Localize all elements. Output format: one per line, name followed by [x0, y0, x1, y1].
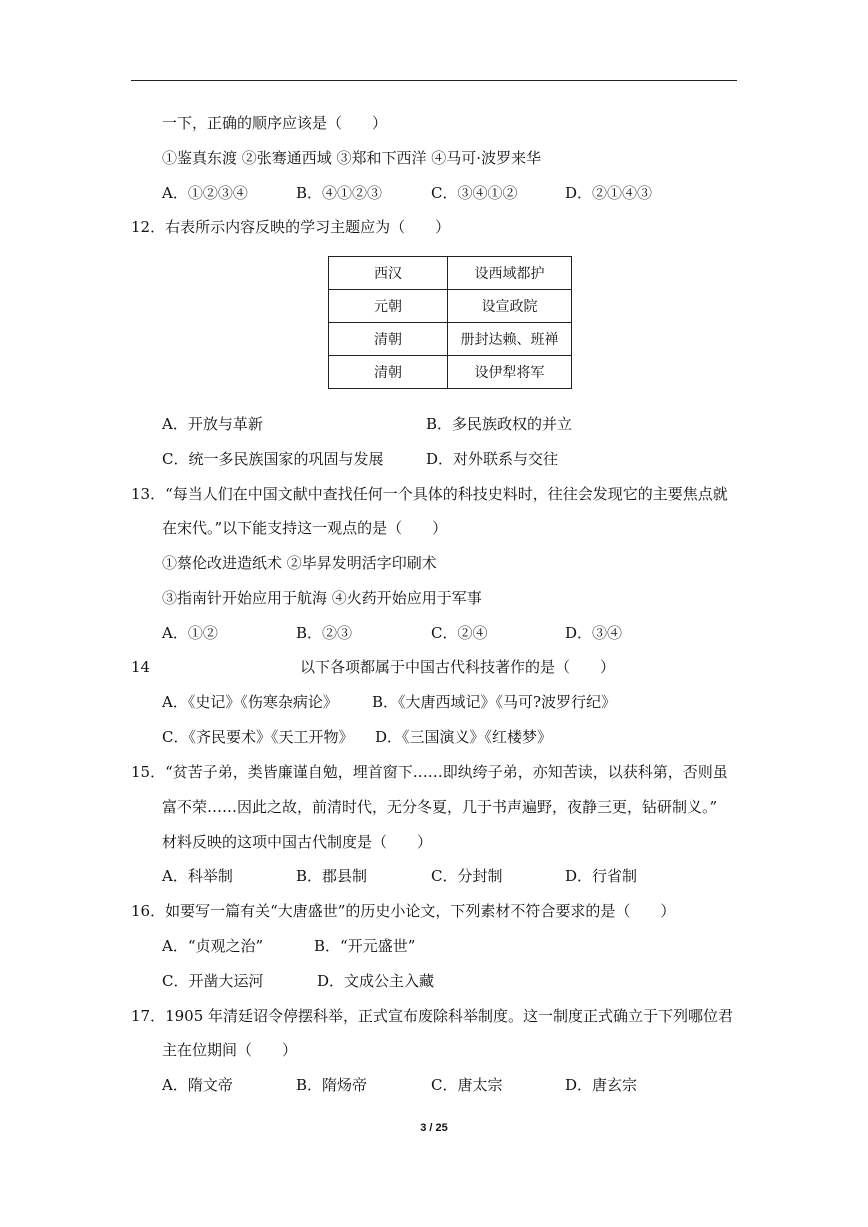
q15-option-c: C．分封制 — [431, 867, 503, 885]
q11-items: ①鉴真东渡 ②张骞通西域 ③郑和下西洋 ④马可·波罗来华 — [162, 149, 542, 167]
q11-option-c: C．③④①② — [431, 184, 518, 202]
table-cell: 设西域都护 — [448, 257, 572, 290]
q11-option-d: D．②①④③ — [565, 184, 653, 202]
q16-option-b: B．“开元盛世” — [314, 937, 416, 955]
q13-items-line1: ①蔡伦改进造纸术 ②毕昇发明活字印刷术 — [162, 554, 437, 572]
q15-option-b: B．郡县制 — [296, 867, 368, 885]
q13-items-line2: ③指南针开始应用于航海 ④火药开始应用于军事 — [162, 589, 482, 607]
q11-option-b: B．④①②③ — [296, 184, 383, 202]
q15-stem-line2: 富不荣……因此之故，前清时代，无分冬夏，几于书声遍野，夜静三更，钻研制义。” — [162, 798, 718, 816]
q12-option-a: A．开放与革新 — [162, 415, 263, 433]
q13-stem-line2: 在宋代。”以下能支持这一观点的是（ ） — [162, 519, 448, 537]
q11-stem-tail: 一下，正确的顺序应该是（ ） — [162, 114, 388, 132]
table-cell: 清朝 — [329, 356, 448, 389]
q17-option-c: C．唐太宗 — [431, 1076, 503, 1094]
q15-stem-line1: 15．“贫苦子弟，类皆廉谨自勉，埋首窗下……即纨绔子弟，亦知苦读，以获科第，否则虽 — [131, 763, 728, 781]
table-row — [329, 323, 572, 356]
q17-option-d: D．唐玄宗 — [565, 1076, 638, 1094]
q14-option-c: C．《齐民要术》《天工开物》 — [162, 728, 354, 746]
q13-option-d: D．③④ — [565, 624, 623, 642]
q15-option-a: A．科举制 — [162, 867, 233, 885]
table-row — [329, 290, 572, 323]
q11-option-a: A．①②③④ — [162, 184, 248, 202]
page-number: 3 / 25 — [420, 1122, 448, 1134]
table-row — [329, 257, 572, 290]
q12-option-d: D．对外联系与交往 — [426, 450, 559, 468]
q12-table — [328, 256, 572, 389]
q12-option-c: C．统一多民族国家的巩固与发展 — [162, 450, 384, 468]
q17-option-b: B．隋炀帝 — [296, 1076, 368, 1094]
table-cell: 设伊犁将军 — [448, 356, 572, 389]
q15-stem-line3: 材料反映的这项中国古代制度是（ ） — [162, 833, 433, 851]
q15-option-d: D．行省制 — [565, 867, 638, 885]
q14-option-d: D．《三国演义》《红楼梦》 — [375, 728, 553, 746]
table-cell: 册封达赖、班禅 — [448, 323, 572, 356]
q14-option-b: B．《大唐西域记》《马可?波罗行纪》 — [372, 693, 617, 711]
q14-stem: 以下各项都属于中国古代科技著作的是（ ） — [300, 658, 616, 676]
q13-stem-line1: 13．“每当人们在中国文献中查找任何一个具体的科技史料时，往往会发现它的主要焦点就 — [131, 485, 728, 503]
q13-option-c: C．②④ — [431, 624, 488, 642]
q16-option-c: C．开凿大运河 — [162, 972, 264, 990]
table-row — [329, 356, 572, 389]
table-cell: 清朝 — [329, 323, 448, 356]
header-rule — [131, 80, 737, 81]
q13-option-a: A．①② — [162, 624, 218, 642]
q16-stem: 16．如要写一篇有关“大唐盛世”的历史小论文，下列素材不符合要求的是（ ） — [131, 902, 676, 920]
q14-number: 14 — [131, 658, 151, 676]
q16-option-a: A．“贞观之治” — [162, 937, 264, 955]
q12-stem: 12．右表所示内容反映的学习主题应为（ ） — [131, 218, 451, 236]
q16-option-d: D．文成公主入藏 — [317, 972, 435, 990]
table-cell: 设宣政院 — [448, 290, 572, 323]
q17-stem-line1: 17．1905 年清廷诏令停摆科举，正式宣布废除科举制度。这一制度正式确立于下列哪位君 — [131, 1007, 734, 1025]
table-cell: 元朝 — [329, 290, 448, 323]
q13-option-b: B．②③ — [296, 624, 353, 642]
q17-stem-line2: 主在位期间（ ） — [162, 1041, 298, 1059]
table-cell: 西汉 — [329, 257, 448, 290]
q14-option-a: A．《史记》《伤寒杂病论》 — [162, 693, 338, 711]
q12-option-b: B．多民族政权的并立 — [426, 415, 573, 433]
q17-option-a: A．隋文帝 — [162, 1076, 233, 1094]
